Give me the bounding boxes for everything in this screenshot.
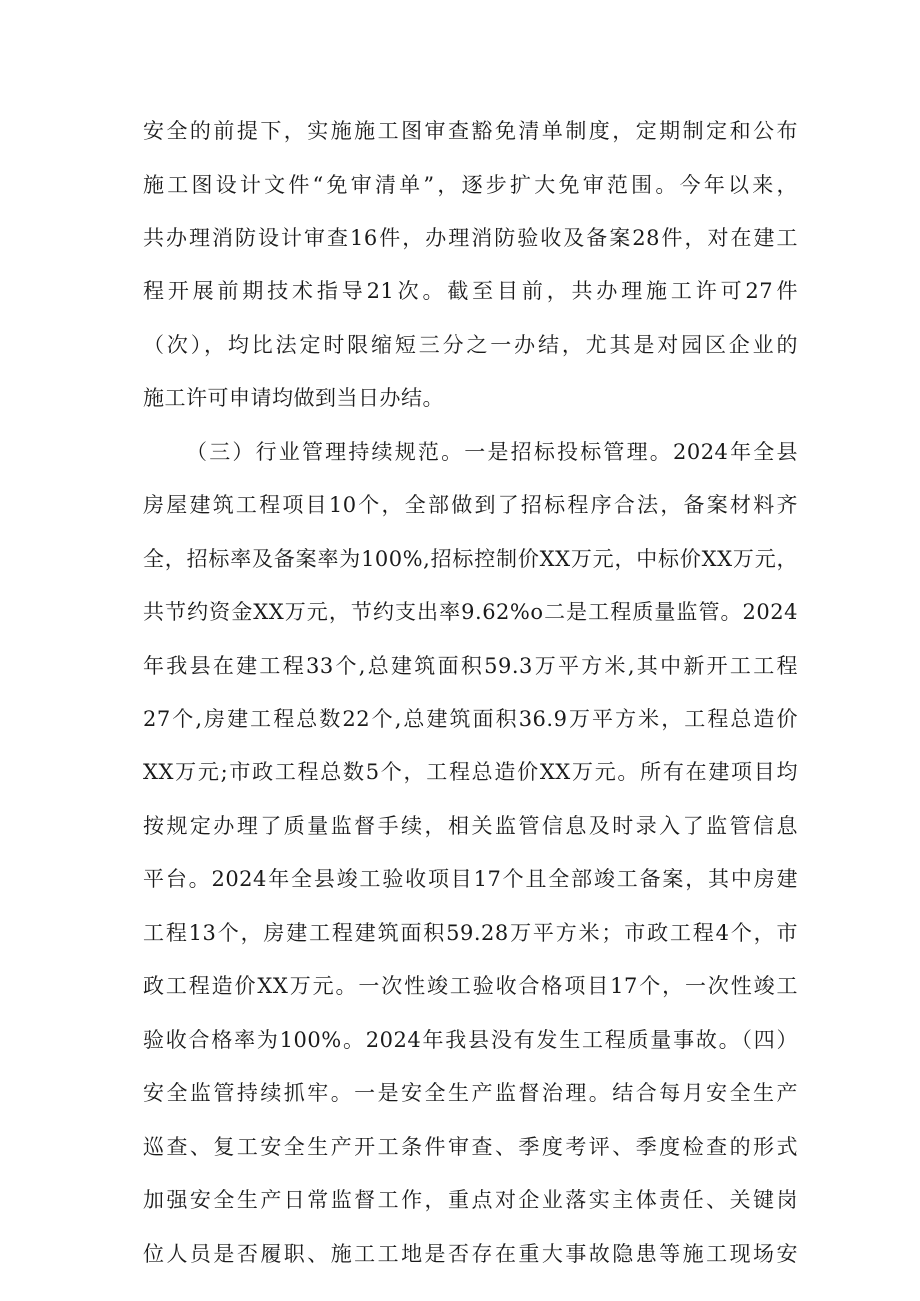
text-line: 房屋建筑工程项目10个，全部做到了招标程序合法，备案材料齐	[143, 493, 798, 517]
text-line: 巡查、复工安全生产开工条件审查、季度考评、季度检查的形式	[143, 1135, 798, 1159]
text-line: XX万元;市政工程总数5个，工程总造价XX万元。所有在建项目均	[143, 760, 798, 784]
text-line: 施工图设计文件“免审清单”，逐步扩大免审范围。今年以来，	[143, 173, 798, 197]
text-line: 27个,房建工程总数22个,总建筑面积36.9万平方米，工程总造价	[143, 707, 798, 731]
text-line: 按规定办理了质量监督手续，相关监管信息及时录入了监管信息	[143, 814, 798, 838]
text-line: 安全监管持续抓牢。一是安全生产监督治理。结合每月安全生产	[143, 1081, 798, 1105]
text-line: 加强安全生产日常监督工作，重点对企业落实主体责任、关键岗	[143, 1188, 798, 1212]
text-line: 工程13个，房建工程建筑面积59.28万平方米；市政工程4个，市	[143, 921, 798, 945]
text-line: 程开展前期技术指导21次。截至目前，共办理施工许可27件	[143, 279, 798, 303]
text-line: 共节约资金XX万元，节约支出率9.62%o二是工程质量监管。2024	[143, 600, 798, 624]
text-line: 验收合格率为100%。2024年我县没有发生工程质量事故。（四）	[143, 1028, 798, 1052]
text-line: 共办理消防设计审查16件，办理消防验收及备案28件，对在建工	[143, 226, 798, 250]
paragraph-first-line: （三）行业管理持续规范。一是招标投标管理。2024年全县	[186, 440, 798, 464]
text-line: 政工程造价XX万元。一次性竣工验收合格项目17个，一次性竣工	[143, 974, 798, 998]
text-line: 年我县在建工程33个,总建筑面积59.3万平方米,其中新开工工程	[143, 654, 798, 678]
text-line: 全，招标率及备案率为100%,招标控制价XX万元，中标价XX万元，	[143, 547, 798, 571]
text-line: 位人员是否履职、施工工地是否存在重大事故隐患等施工现场安	[143, 1242, 798, 1266]
text-line: 平台。2024年全县竣工验收项目17个且全部竣工备案，其中房建	[143, 867, 798, 891]
text-line: 施工许可申请均做到当日办结。	[143, 386, 444, 410]
text-line: （次），均比法定时限缩短三分之一办结，尤其是对园区企业的	[143, 333, 798, 357]
text-line: 安全的前提下，实施施工图审查豁免清单制度，定期制定和公布	[143, 119, 798, 143]
